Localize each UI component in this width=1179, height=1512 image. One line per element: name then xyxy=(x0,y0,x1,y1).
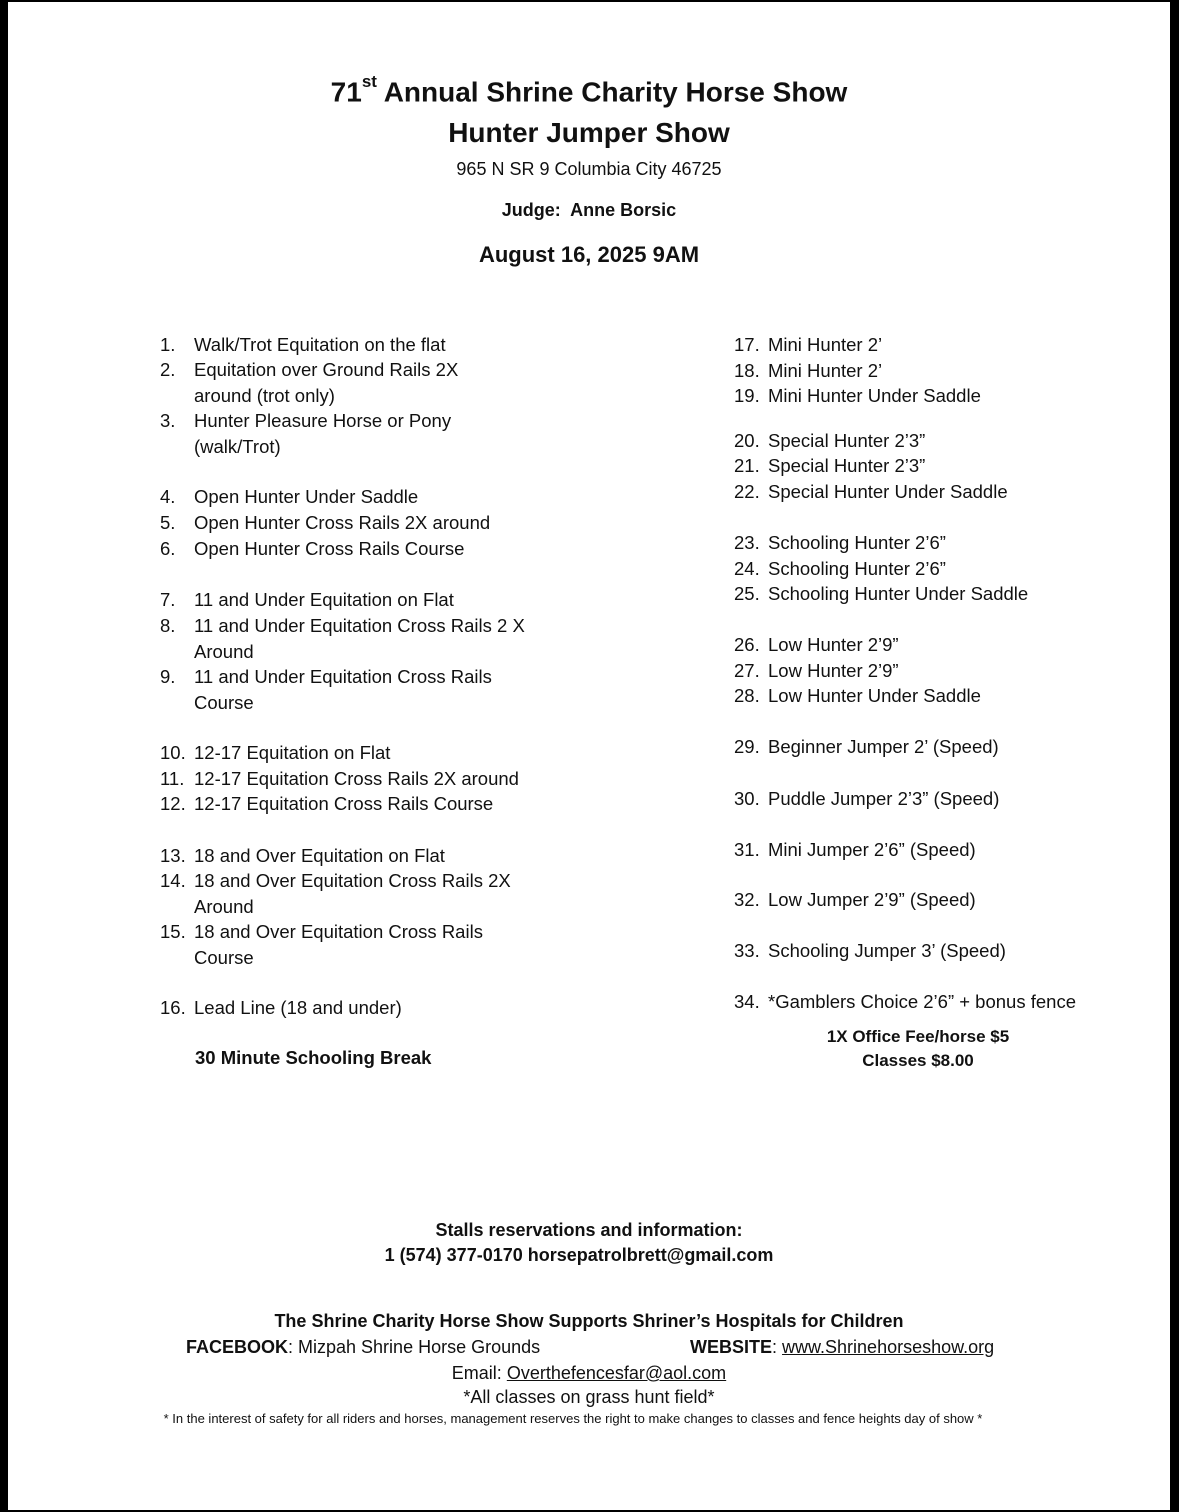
class-name: Low Jumper 2’9” (Speed) xyxy=(768,889,976,910)
office-fee: 1X Office Fee/horse $5 xyxy=(826,1027,1010,1046)
class-number: 7. xyxy=(160,589,176,610)
class-name-line: 12-17 Equitation on Flat xyxy=(194,742,391,763)
class-name-line: 18 and Over Equitation Cross Rails xyxy=(194,921,483,942)
class-name: Schooling Hunter Under Saddle xyxy=(768,583,1029,604)
class-name-line: Walk/Trot Equitation on the flat xyxy=(194,334,446,355)
class-number: 27. xyxy=(734,660,760,681)
class-name xyxy=(194,843,445,869)
class-number: 1. xyxy=(160,334,176,355)
class-number: 3. xyxy=(160,410,176,431)
class-name: Mini Jumper 2’6” (Speed) xyxy=(768,839,976,860)
class-name: Mini Hunter 2’ xyxy=(768,334,883,355)
class-name-line: Hunter Pleasure Horse or Pony xyxy=(194,410,452,431)
class-name xyxy=(194,332,446,358)
class-name xyxy=(194,766,519,792)
page-subtitle: Hunter Jumper Show xyxy=(448,117,730,148)
class-name-line: Open Hunter Cross Rails 2X around xyxy=(194,512,491,533)
class-number: 29. xyxy=(734,736,760,757)
schooling-break-note: 30 Minute Schooling Break xyxy=(195,1047,432,1068)
class-number: 13. xyxy=(160,845,186,866)
class-name-line: around (trot only) xyxy=(194,384,335,406)
class-name: Special Hunter 2’3” xyxy=(768,430,926,451)
class-number: 2. xyxy=(160,359,176,380)
class-name: Mini Hunter 2’ xyxy=(768,360,883,381)
stalls-heading: Stalls reservations and information: xyxy=(435,1220,743,1240)
class-name-line: (walk/Trot) xyxy=(194,435,281,457)
class-number: 11. xyxy=(160,768,185,789)
class-number: 18. xyxy=(734,360,760,381)
class-name-line: Around xyxy=(194,640,254,662)
class-number: 19. xyxy=(734,385,760,406)
class-number: 20. xyxy=(734,430,760,451)
show-date: August 16, 2025 9AM xyxy=(478,242,700,267)
class-name: Special Hunter Under Saddle xyxy=(768,481,1008,502)
class-name xyxy=(194,995,402,1021)
stalls-contact: 1 (574) 377-0170 horsepatrolbrett@gmail.com xyxy=(384,1245,774,1265)
class-number: 23. xyxy=(734,532,760,553)
class-number: 17. xyxy=(734,334,760,355)
class-name-line: 11 and Under Equitation Cross Rails 2 X xyxy=(194,615,525,636)
safety-disclaimer: * In the interest of safety for all riders and horses, management reserves the right to make changes to classes and fence heights day of show * xyxy=(163,1411,983,1426)
class-name-line: Around xyxy=(194,895,254,917)
class-number: 6. xyxy=(160,538,176,559)
class-name xyxy=(194,740,390,766)
class-name: Special Hunter 2’3” xyxy=(768,455,926,476)
class-number: 26. xyxy=(734,634,760,655)
class-name: Low Hunter 2’9” xyxy=(768,634,899,655)
class-name: Schooling Hunter 2’6” xyxy=(768,558,946,579)
website-link[interactable]: www.Shrinehorseshow.org xyxy=(782,1337,995,1357)
class-name: Mini Hunter Under Saddle xyxy=(768,385,981,406)
class-number: 32. xyxy=(734,889,760,910)
class-name-line: Open Hunter Cross Rails Course xyxy=(194,538,465,559)
class-number: 25. xyxy=(734,583,760,604)
class-name xyxy=(194,357,458,408)
class-number: 14. xyxy=(160,870,186,891)
page-title: 71st Annual Shrine Charity Horse Show xyxy=(330,72,848,108)
class-number: 5. xyxy=(160,512,176,533)
class-name-line: Open Hunter Under Saddle xyxy=(194,486,419,507)
class-name xyxy=(194,408,451,459)
class-name: Puddle Jumper 2’3” (Speed) xyxy=(768,788,1000,809)
class-name xyxy=(194,664,492,715)
class-number: 31. xyxy=(734,839,760,860)
class-name-line: Course xyxy=(194,691,254,713)
class-name-line: 18 and Over Equitation Cross Rails 2X xyxy=(194,870,511,891)
class-number: 4. xyxy=(160,486,176,507)
class-name-line: 12-17 Equitation Cross Rails 2X around xyxy=(194,768,519,789)
class-name xyxy=(194,613,525,664)
class-name xyxy=(194,510,490,536)
class-name xyxy=(194,587,454,613)
class-number: 8. xyxy=(160,615,176,636)
class-number: 12. xyxy=(160,793,186,814)
class-name xyxy=(194,919,483,970)
class-name-line: 18 and Over Equitation on Flat xyxy=(194,845,445,866)
class-number: 24. xyxy=(734,558,760,579)
email-link[interactable]: Overthefencesfar@aol.com xyxy=(506,1363,727,1383)
class-name: Low Hunter Under Saddle xyxy=(768,685,981,706)
class-name-line: Lead Line (18 and under) xyxy=(194,997,402,1018)
website-line: WEBSITE: www.Shrinehorseshow.org xyxy=(690,1337,995,1357)
class-number: 16. xyxy=(160,997,186,1018)
class-number: 33. xyxy=(734,940,760,961)
class-number: 28. xyxy=(734,685,760,706)
class-number: 15. xyxy=(160,921,186,942)
class-number: 9. xyxy=(160,666,176,687)
class-number: 10. xyxy=(160,742,186,763)
class-name-line: 11 and Under Equitation on Flat xyxy=(194,589,454,610)
document-page xyxy=(8,2,1170,1510)
facebook-line: FACEBOOK: Mizpah Shrine Horse Grounds xyxy=(186,1337,541,1357)
class-name: Schooling Jumper 3’ (Speed) xyxy=(768,940,1006,961)
class-number: 21. xyxy=(734,455,760,476)
email-line: Email: Overthefencesfar@aol.com xyxy=(451,1363,727,1383)
class-name-line: Equitation over Ground Rails 2X xyxy=(194,359,459,380)
class-name: Low Hunter 2’9” xyxy=(768,660,899,681)
class-name: Beginner Jumper 2’ (Speed) xyxy=(768,736,999,757)
class-name-line: 12-17 Equitation Cross Rails Course xyxy=(194,793,494,814)
class-number: 34. xyxy=(734,991,760,1012)
class-name: *Gamblers Choice 2’6” + bonus fence xyxy=(768,991,1076,1012)
class-name xyxy=(194,484,418,510)
class-name: Schooling Hunter 2’6” xyxy=(768,532,946,553)
judge-line: Judge: Anne Borsic xyxy=(501,200,677,220)
class-name xyxy=(194,536,464,562)
supports-statement: The Shrine Charity Horse Show Supports Shriner’s Hospitals for Children xyxy=(274,1311,904,1331)
class-number: 30. xyxy=(734,788,760,809)
class-name-line: Course xyxy=(194,946,254,968)
class-name xyxy=(194,868,511,919)
class-name-line: 11 and Under Equitation Cross Rails xyxy=(194,666,492,687)
classes-fee: Classes $8.00 xyxy=(862,1051,974,1070)
class-number: 22. xyxy=(734,481,760,502)
venue-address: 965 N SR 9 Columbia City 46725 xyxy=(456,159,722,179)
grass-field-note: *All classes on grass hunt field* xyxy=(463,1387,715,1407)
class-name xyxy=(194,791,493,817)
